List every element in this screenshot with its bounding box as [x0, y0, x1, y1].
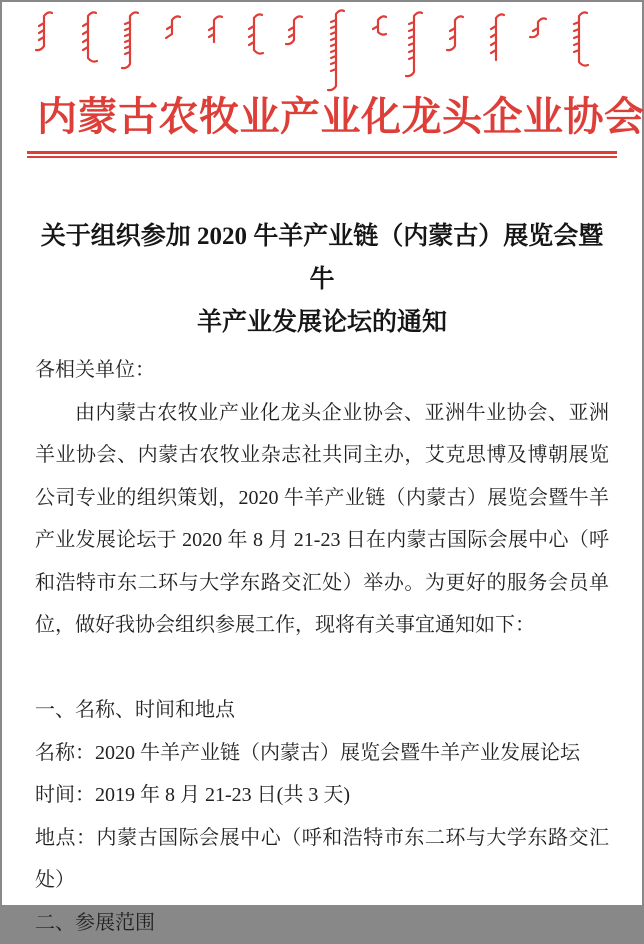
section-1-name-line: 名称：2020 牛羊产业链（内蒙古）展览会暨牛羊产业发展论坛	[35, 732, 609, 775]
paragraph-spacer	[35, 647, 609, 690]
notice-title-line-1: 关于组织参加 2020 牛羊产业链（内蒙古）展览会暨牛	[41, 223, 604, 293]
divider-thick-line	[27, 151, 617, 154]
notice-body	[2, 215, 642, 944]
notice-title-line-2: 羊产业发展论坛的通知	[197, 309, 447, 336]
section-1-heading: 一、名称、时间和地点	[35, 689, 609, 732]
section-1-time-line: 时间：2019 年 8 月 21-23 日(共 3 天)	[35, 774, 609, 817]
section-2-heading: 二、参展范围	[35, 902, 609, 944]
letterhead-divider	[27, 151, 617, 158]
mongolian-script-banner-icon	[2, 2, 642, 94]
intro-paragraph: 由内蒙古农牧业产业化龙头企业协会、亚洲牛业协会、亚洲羊业协会、内蒙古农牧业杂志社共同主办，艾克思博及博朝展览公司专业的组织策划，2020 牛羊产业链（内蒙古）展览会暨牛羊产业发展论坛于 2020 年 8 月 21-23 日在内蒙古国际会展中心（呼和浩特市东二环与大学东路交汇处）举办。为更好的服务会员单位，做好我协会组织参展工作，现将有关事宜通知如下：	[35, 392, 609, 647]
divider-thin-line	[27, 156, 617, 158]
document-page	[2, 2, 642, 905]
section-1-location-line: 地点：内蒙古国际会展中心（呼和浩特市东二环与大学东路交汇处）	[35, 817, 609, 902]
salutation: 各相关单位：	[35, 349, 609, 392]
letterhead-org-name: 内蒙古农牧业产业化龙头企业协会	[2, 94, 642, 140]
notice-title	[35, 215, 609, 344]
